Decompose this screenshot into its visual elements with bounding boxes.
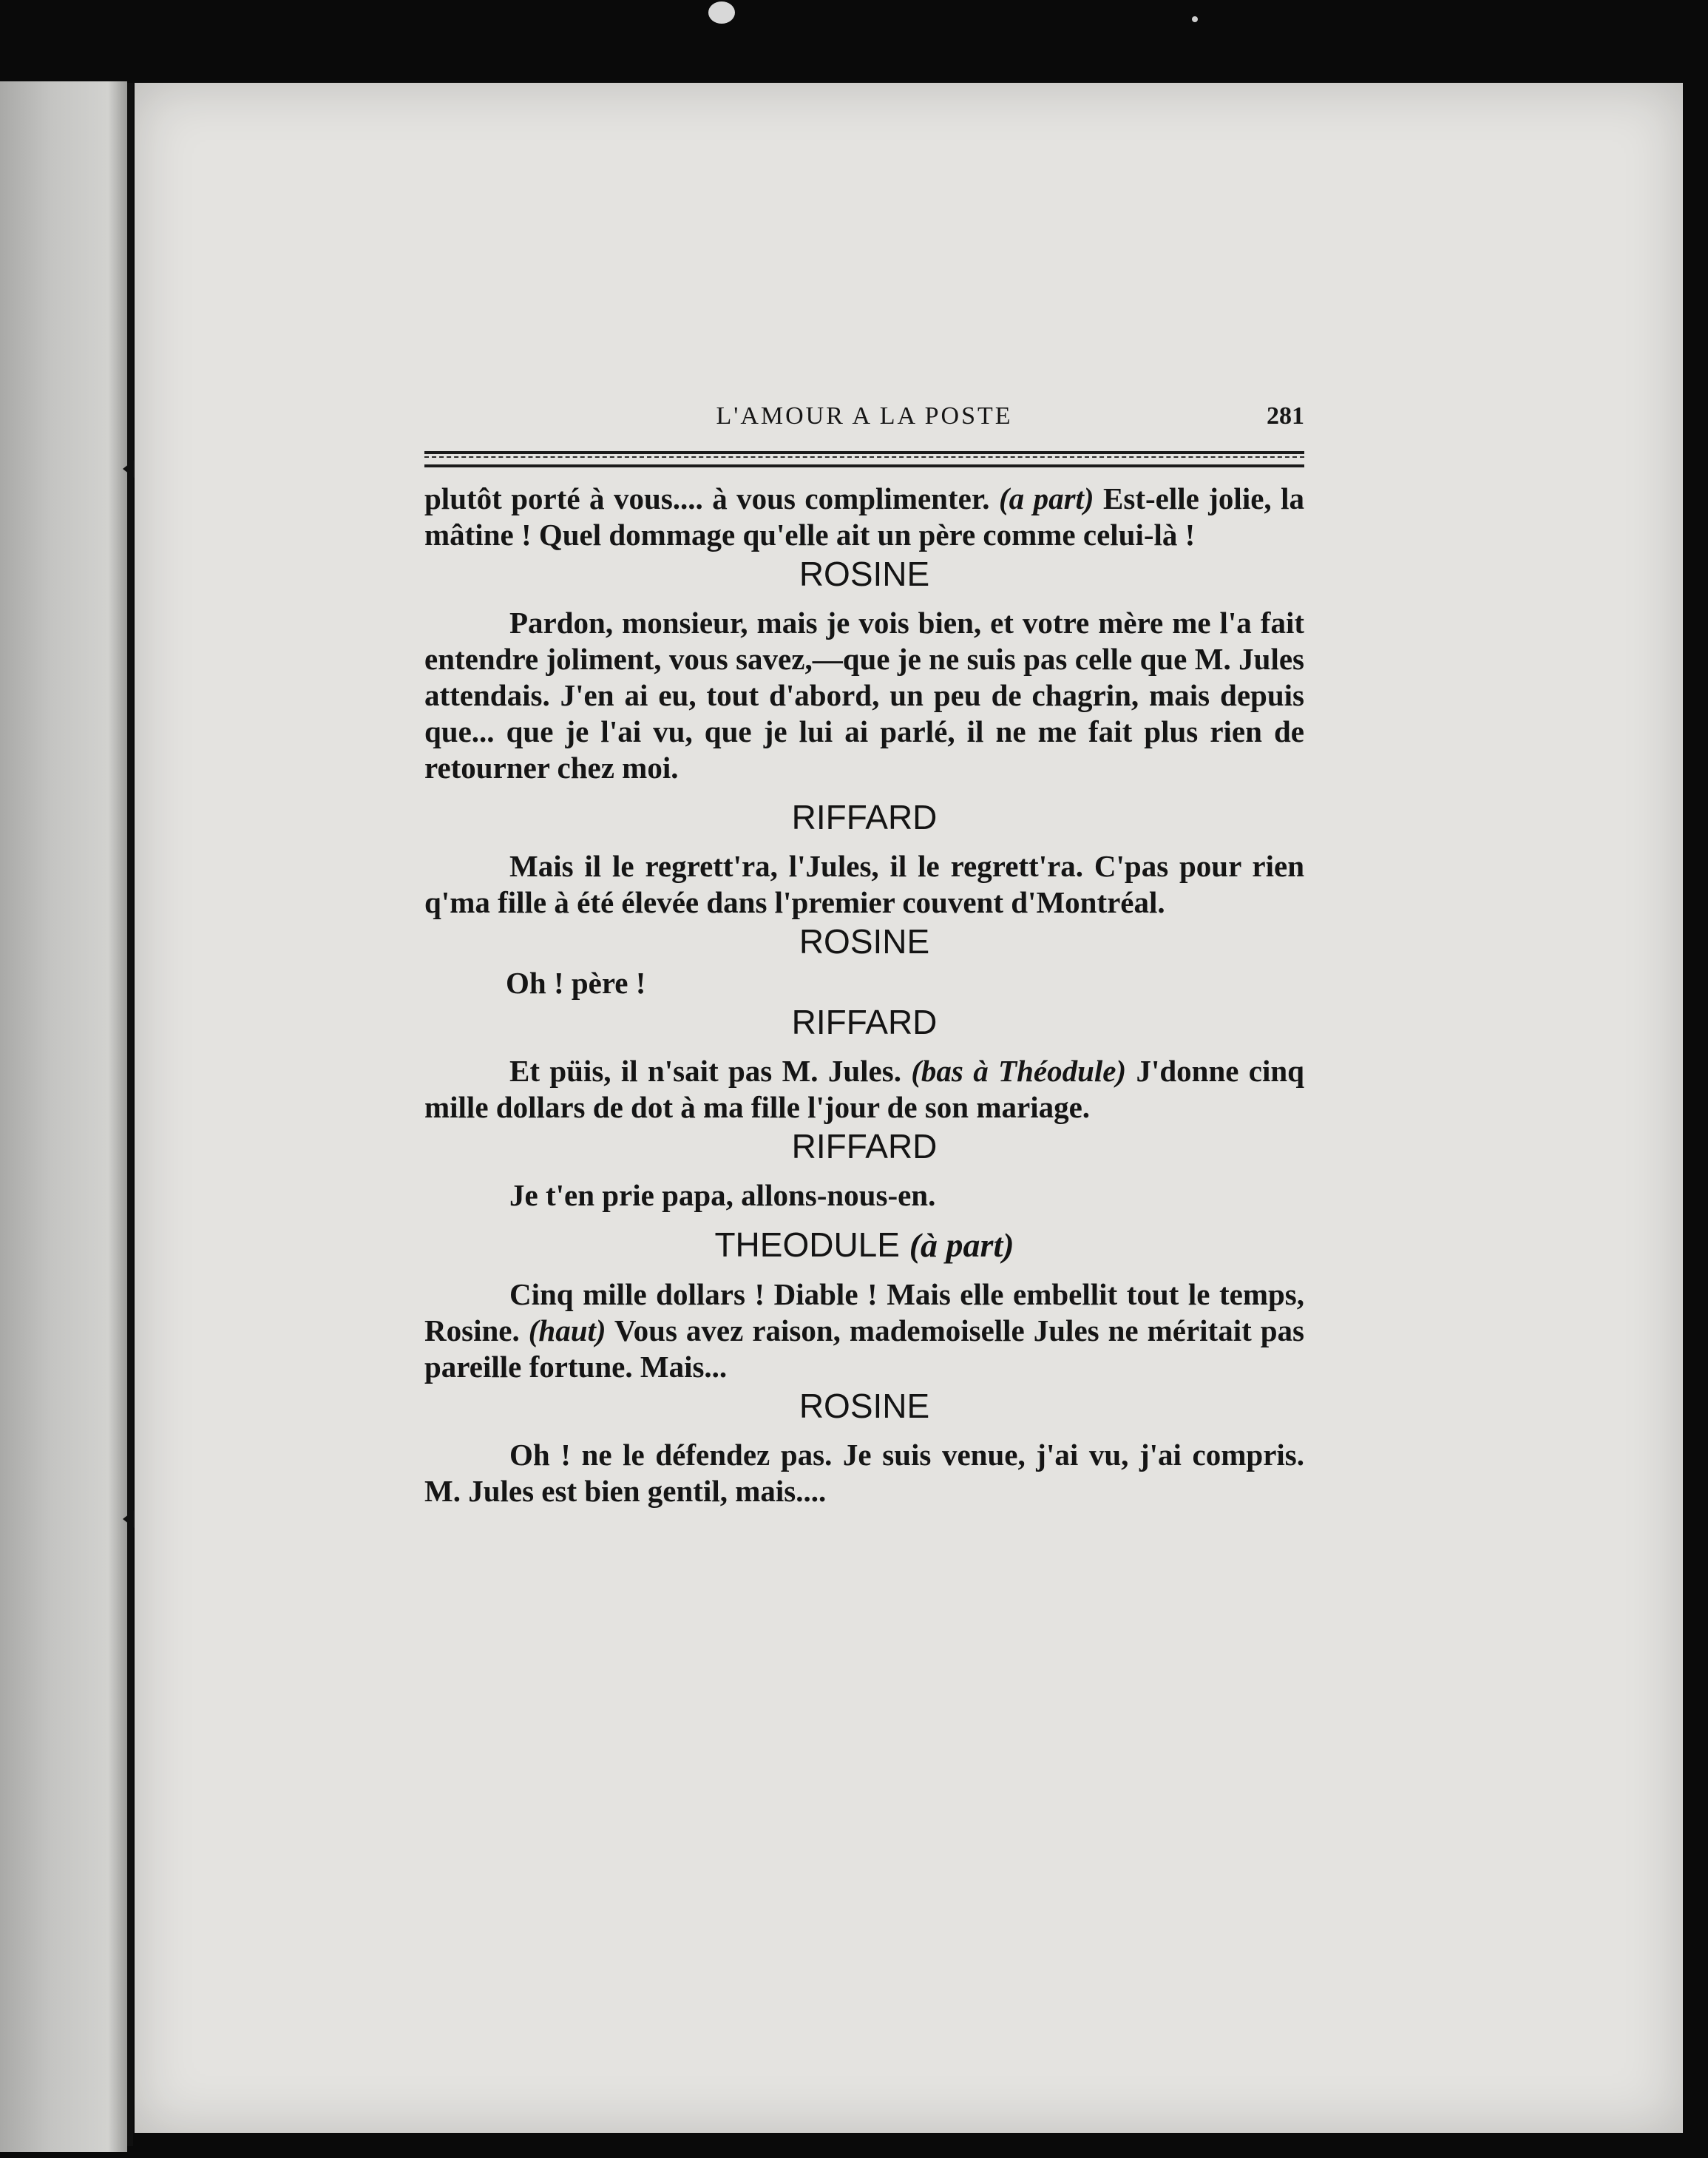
dialogue-paragraph <box>424 1177 1304 1214</box>
page-number: 281 <box>1267 402 1304 430</box>
dialogue-paragraph <box>424 1276 1304 1385</box>
dialogue-text: Oh ! père ! <box>506 966 646 1000</box>
speaker-label: THEODULE <box>714 1225 900 1264</box>
speaker-name: ROSINE <box>799 1387 930 1425</box>
dialogue-text: Je t'en prie papa, allons-nous-en. <box>509 1178 936 1212</box>
scan-speck <box>708 1 735 24</box>
book-spine <box>127 83 133 2146</box>
dialogue-paragraph <box>424 481 1304 553</box>
speaker-name: ROSINE <box>799 555 930 593</box>
dialogue-text: Mais il le regrett'ra, l'Jules, il le regrett'ra. C'pas pour rien q'ma fille à été élevée dans l'premier couvent d'Montréal. <box>424 849 1304 919</box>
running-title: L'AMOUR A LA POSTE <box>716 402 1013 430</box>
stage-direction: (à part) <box>909 1226 1014 1264</box>
dialogue-text: J'donne cinq mille dollars de dot à ma fille l'jour de son mariage. <box>424 1054 1304 1124</box>
facing-page-edge <box>0 81 127 2152</box>
dialogue-text: Vous avez raison, mademoiselle Jules ne méritait pas pareille fortune. Mais... <box>424 1313 1305 1384</box>
dialogue-paragraph <box>424 1053 1304 1126</box>
page-content <box>424 402 1304 1509</box>
scan-speck <box>1192 16 1198 22</box>
play-text <box>424 481 1304 1509</box>
stage-direction: (haut) <box>528 1313 606 1347</box>
dialogue-paragraph <box>424 1437 1304 1509</box>
speaker-name: RIFFARD <box>791 1127 938 1166</box>
dialogue-text: Cinq mille dollars ! Diable ! Mais elle embellit tout le temps, Rosine. <box>424 1277 1304 1347</box>
dialogue-text: Est-elle jolie, la mâtine ! Quel dommage qu'elle ait un père comme celui-là ! <box>424 481 1304 552</box>
speaker-name: RIFFARD <box>791 1003 938 1041</box>
book-page <box>135 83 1683 2133</box>
speaker-name <box>424 1224 1304 1266</box>
speaker-name: ROSINE <box>799 922 930 961</box>
stage-direction: (bas à Théodule) <box>911 1054 1127 1088</box>
running-head <box>424 402 1304 447</box>
header-rule <box>424 451 1304 467</box>
dialogue-text: Et püis, il n'sait pas M. Jules. <box>509 1054 901 1088</box>
dialogue-paragraph <box>424 848 1304 921</box>
dialogue-paragraph <box>424 605 1304 786</box>
dialogue-paragraph <box>424 965 1304 1001</box>
dialogue-text: Oh ! ne le défendez pas. Je suis venue, j'ai vu, j'ai compris. M. Jules est bien gentil, mais.... <box>424 1438 1304 1508</box>
stage-direction: (a part) <box>998 481 1094 515</box>
spacer <box>424 786 1304 796</box>
spacer <box>424 1214 1304 1224</box>
speaker-name: RIFFARD <box>791 798 938 836</box>
dialogue-text: plutôt porté à vous.... à vous complimenter. <box>424 481 990 515</box>
dialogue-text: Pardon, monsieur, mais je vois bien, et votre mère me l'a fait entendre joliment, vous savez,—que je ne suis pas celle que M. Jules attendais. J'en ai eu, tout d'abord, un peu de chagrin, mais depuis que... que je l'ai vu, que je lui ai parlé, il ne me fait plus rien de retourner chez moi. <box>424 606 1304 785</box>
